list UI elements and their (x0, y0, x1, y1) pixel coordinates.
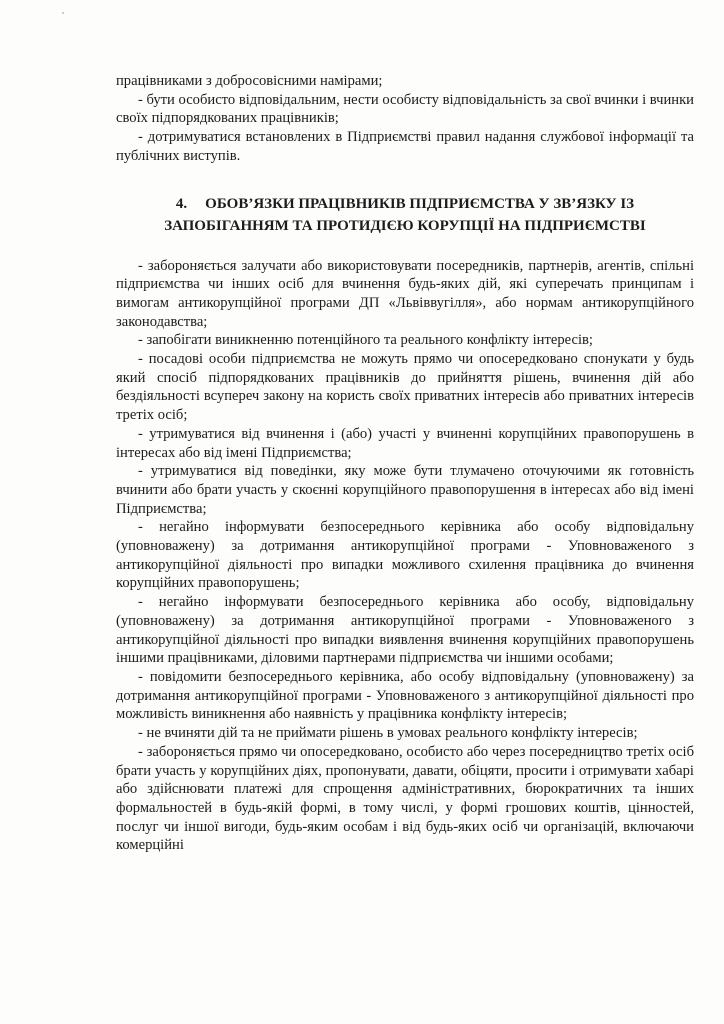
list-item: - негайно інформувати безпосереднього керівника або особу відповідальну (уповноважену) за дотримання антикорупційної програми - Уповноваженого з антикорупційної діяльності про випадки можливого схилення працівника до вчинення корупційних правопорушень; (116, 519, 694, 592)
document-page (116, 72, 694, 855)
list-item: - забороняється залучати або використовувати посередників, партнерів, агентів, спільні підприємства чи інших осіб для вчинення будь-яких дій, які суперечать принципам і вимогам антикорупційної програми ДП «Львіввугілля», або нормам антикорупційного законодавства; (116, 257, 694, 330)
section-title: ОБОВ’ЯЗКИ ПРАЦІВНИКІВ ПІДПРИЄМСТВА У ЗВ’ЯЗКУ ІЗ ЗАПОБІГАННЯМ ТА ПРОТИДІЄЮ КОРУПЦІЇ НА ПІДПРИЄМСТВІ (164, 195, 646, 234)
intro-item-1: - бути особисто відповідальним, нести особисту відповідальність за свої вчинки і вчинки своїх підпорядкованих працівників; (116, 91, 694, 127)
intro-line: працівниками з добросовісними намірами; (116, 73, 383, 89)
section-number: 4. (175, 195, 188, 212)
list-item: - не вчиняти дій та не приймати рішень в умовах реального конфлікту інтересів; (138, 725, 638, 742)
list-item: - забороняється прямо чи опосередковано, особисто або через посередництво третіх осіб брати участь у корупційних діях, пропонувати, давати, обіцяти, просити і отримувати хабарі або здійснювати платежі для спрощення адміністративних, бюрократичних та інших формальностей в будь-якій формі, в тому числі, у формі грошових коштів, цінностей, послуг чи іншої вигоди, будь-яким особам і від будь-яких осіб чи організацій, включаючи комерційні (116, 743, 694, 854)
list-item: - утримуватися від поведінки, яку може бути тлумачено оточуючими як готовність вчинити або брати участь у скоєнні корупційного правопорушення в інтересах або від імені Підприємства; (116, 463, 694, 517)
list-item: - повідомити безпосереднього керівника, або особу відповідальну (уповноважену) за дотримання антикорупційної програми - Уповноваженого з антикорупційної діяльності про можливість виникнення або наявність у працівника конфлікту інтересів; (116, 668, 694, 723)
section-heading (116, 193, 694, 237)
intro-item-2: - дотримуватися встановлених в Підприємстві правил надання службової інформації та публічних виступів. (116, 129, 694, 164)
list-item: - негайно інформувати безпосереднього керівника або особу, відповідальну (уповноважену) за дотримання антикорупційної програми - Уповноваженого з антикорупційної діяльності про випадки виявлення вчинення корупційних правопорушень іншими працівниками, діловими партнерами підприємства чи іншими особами; (116, 594, 694, 667)
list-item: - утримуватися від вчинення і (або) участі у вчиненні корупційних правопорушень в інтересах або від імені Підприємства; (116, 425, 694, 461)
list-item: - запобігати виникненню потенційного та реального конфлікту інтересів; (138, 332, 593, 349)
scan-speck (62, 12, 64, 14)
list-item: - посадові особи підприємства не можуть прямо чи опосередковано спонукати у будь який спосіб підпорядкованих працівників до прийняття рішень, вчинення дій або бездіяльності всупереч закону на користь своїх приватних інтересів або приватних інтересів третіх осіб; (116, 351, 694, 424)
